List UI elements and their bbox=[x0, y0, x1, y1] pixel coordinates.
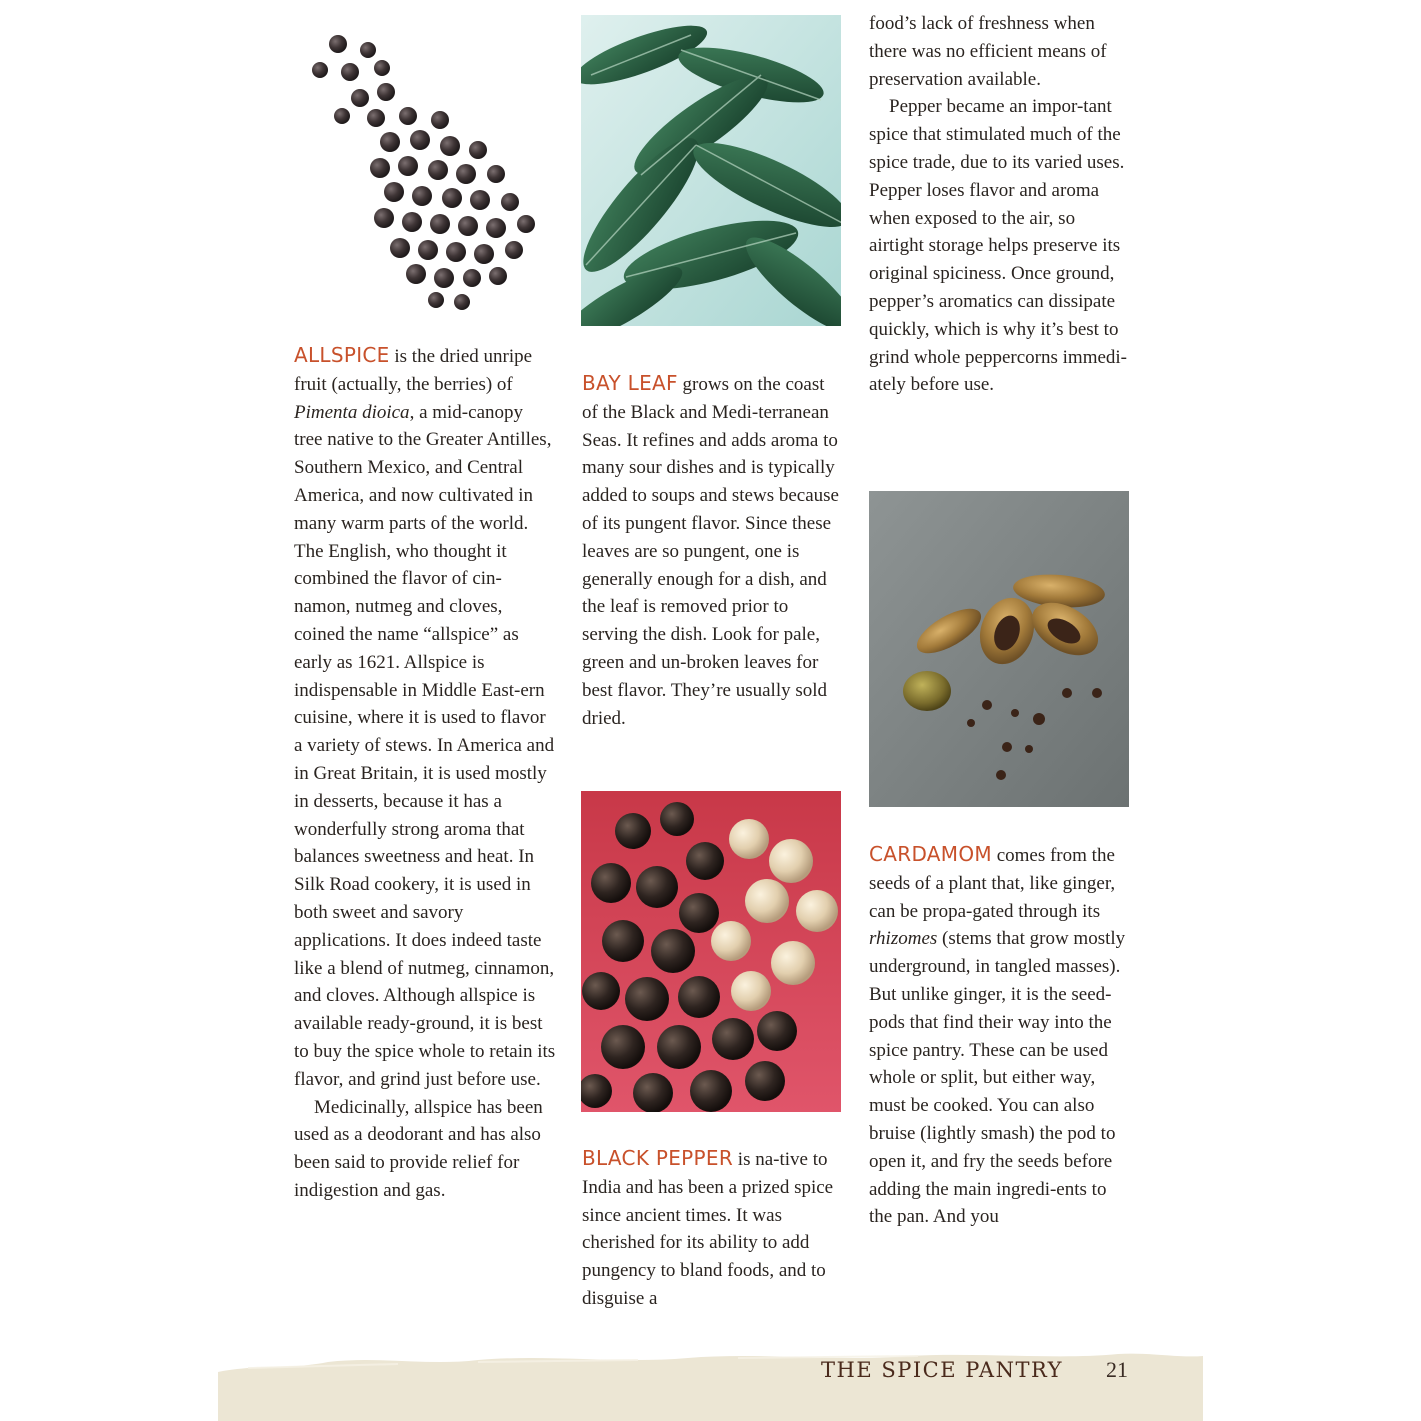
page-number: 21 bbox=[1106, 1357, 1128, 1382]
pepper-continued-paragraph-2: Pepper became an impor-tant spice that stimulated much of the spice trade, due to its varied uses. Pepper loses flavor and aroma when exposed to the air, so airtight storage helps preserve its original spiciness. Once ground, pepper’s aromatics can dissipate quickly, which is why it’s best to grind whole peppercorns immedi-ately before use. bbox=[869, 96, 1128, 396]
cardamom-paragraph bbox=[869, 841, 1131, 1231]
page-footer bbox=[218, 1350, 1203, 1421]
allspice-berries-photo bbox=[290, 20, 560, 320]
allspice-text-a: is the dried unripe fruit (actually, the berries) of bbox=[294, 346, 533, 395]
cardamom-column bbox=[869, 841, 1131, 1231]
pepper-continued-paragraph-1: food’s lack of freshness when there was no efficient means of preservation available. bbox=[869, 13, 1107, 90]
cardamom-rhizomes: rhizomes bbox=[869, 928, 938, 950]
peppercorns-photo bbox=[581, 791, 841, 1112]
bay-leaf-paragraph bbox=[582, 370, 844, 732]
allspice-heading: ALLSPICE bbox=[294, 343, 390, 367]
bay-leaf-text: grows on the coast of the Black and Medi-terranean Seas. It refines and adds aroma to many sour dishes and is typically added to soups and stews because of its pungent flavor. Since these leaves are so pungent, one is generally enough for a dish, and the leaf is removed prior to serving the dish. Look for pale, green and un-broken leaves for best flavor. They’re usually sold dried. bbox=[582, 374, 839, 729]
cardamom-heading: CARDAMOM bbox=[869, 842, 992, 866]
black-pepper-column bbox=[582, 1145, 844, 1313]
bay-leaf-column bbox=[582, 370, 844, 732]
allspice-paragraph bbox=[294, 342, 556, 1094]
allspice-species: Pimenta dioica bbox=[294, 401, 410, 423]
running-footer-title: THE SPICE PANTRY bbox=[821, 1358, 1063, 1382]
bay-leaf-photo bbox=[581, 15, 841, 326]
bay-leaf-heading: BAY LEAF bbox=[582, 371, 678, 395]
pepper-continued-column bbox=[869, 10, 1131, 399]
allspice-column bbox=[294, 342, 556, 1205]
cardamom-text-b: (stems that grow mostly underground, in tangled masses). But unlike ginger, it is the seed-pods that find their way into the spice pantry. These can be used whole or split, but either way, must be cooked. You can also bruise (lightly smash) the pod to open it, and fry the seeds before adding the main ingredi-ents to the pan. And you bbox=[869, 928, 1126, 1228]
black-pepper-text: is na-tive to India and has been a prized spice since ancient times. It was cherished for its ability to add pungency to bland foods, and to disguise a bbox=[582, 1149, 834, 1309]
black-pepper-paragraph bbox=[582, 1145, 844, 1313]
allspice-medicinal-paragraph: Medicinally, allspice has been used as a deodorant and has also been said to provide relief for indigestion and gas. bbox=[294, 1096, 543, 1201]
cardamom-photo bbox=[869, 491, 1129, 807]
allspice-text-b: , a mid-canopy tree native to the Greater Antilles, Southern Mexico, and Central America, and now cultivated in many warm parts of the world. The English, who thought it combined the flavor of cin-namon, nutmeg and cloves, coined the name “allspice” as early as 1621. Allspice is indispensable in Middle East-ern cuisine, where it is used to flavor a variety of stews. In America and in Great Britain, it is used mostly in desserts, because it has a wonderfully strong aroma that balances sweetness and heat. In Silk Road cookery, it is used in both sweet and savory applications. It does indeed taste like a blend of nutmeg, cinnamon, and cloves. Although allspice is available ready-ground, it is best to buy the spice whole to retain its flavor, and grind just before use. bbox=[294, 401, 556, 1090]
cardamom-text-a: comes from the seeds of a plant that, like ginger, can be propa-gated through its bbox=[869, 845, 1116, 922]
black-pepper-heading: BLACK PEPPER bbox=[582, 1146, 734, 1170]
